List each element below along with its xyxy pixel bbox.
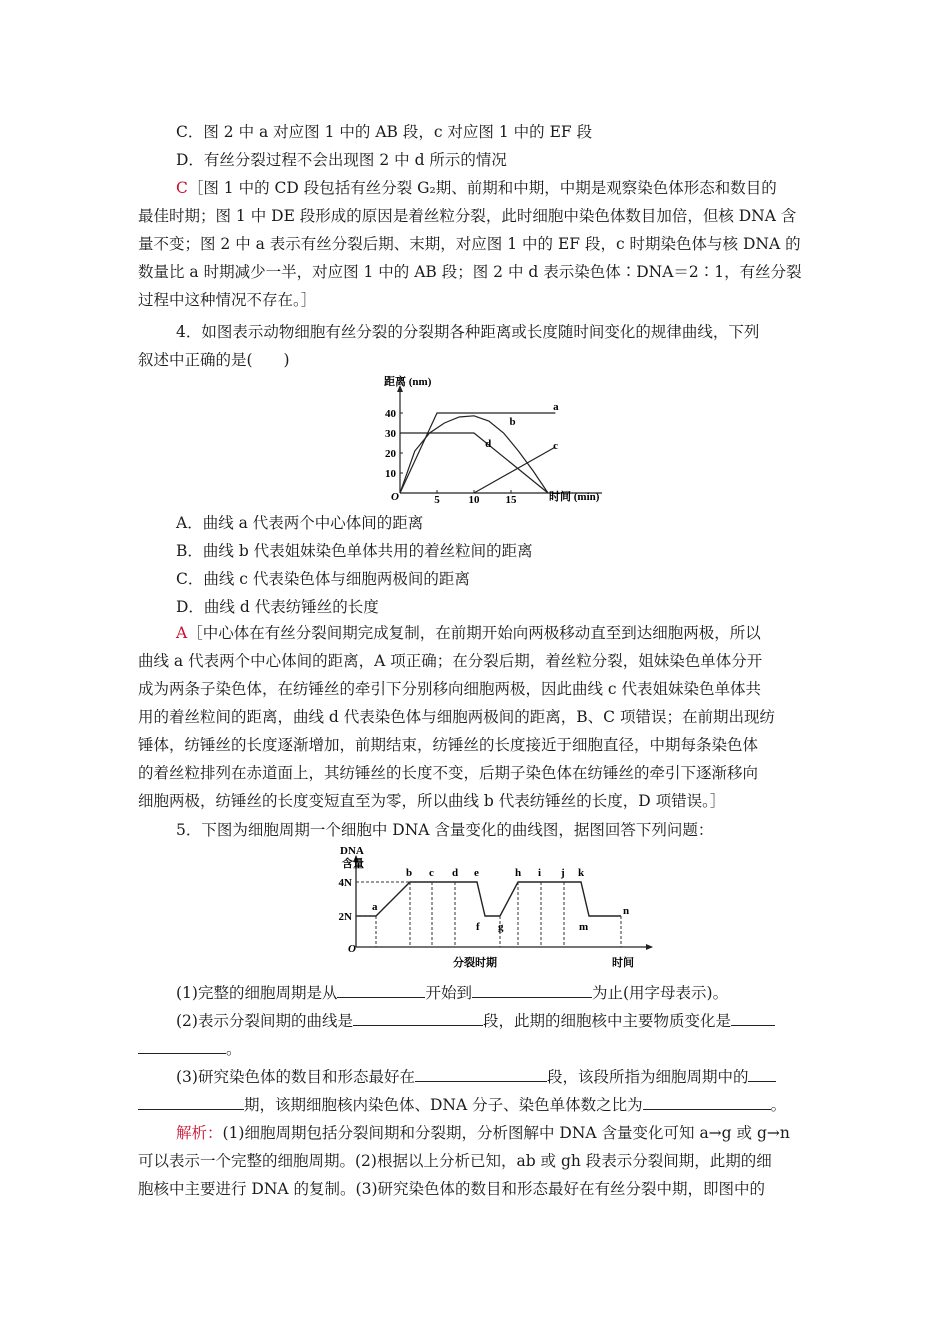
curve-label-d: d	[485, 438, 492, 450]
x-axis-label-2: 时间	[612, 957, 634, 969]
x-axis-label: 时间 (min)	[549, 491, 600, 503]
y-tick-label: 20	[385, 448, 396, 460]
answer-blank[interactable]	[353, 1011, 483, 1026]
y-axis-label: DNA	[340, 845, 364, 857]
answer-blank[interactable]	[138, 1095, 244, 1110]
q5-analysis-line-2: 可以表示一个完整的细胞周期。(2)根据以上分析已知，ab 或 gh 段表示分裂间期，此期的细	[138, 1152, 772, 1170]
origin-label: O	[348, 943, 356, 955]
curve-label-b: b	[509, 416, 516, 428]
dna-curve	[356, 882, 621, 916]
point-label-f: f	[476, 921, 480, 933]
q4-explanation-line-7: 细胞两极，纺锤丝的长度变短直至为零，所以曲线 b 代表纺锤丝的长度，D 项错误。］	[138, 792, 726, 810]
answer-blank[interactable]	[415, 1067, 547, 1082]
q3-option-c: C．图 2 中 a 对应图 1 中的 AB 段，c 对应图 1 中的 EF 段	[176, 123, 593, 141]
point-label-d: d	[452, 867, 459, 879]
q5-part-3: (3)研究染色体的数目和形态最好在 段，该段所指为细胞周期中的	[176, 1067, 776, 1087]
answer-blank[interactable]	[138, 1039, 226, 1054]
q3-explanation-line-2: 最佳时期；图 1 中 DE 段形成的原因是着丝粒分裂，此时细胞中染色体数目加倍，但核 DNA 含	[138, 207, 797, 225]
x-tick-label: 15	[505, 494, 517, 504]
y-axis-label: 距离 (nm)	[384, 376, 432, 388]
answer-blank[interactable]	[472, 983, 592, 998]
q4-answer-letter: A	[176, 624, 188, 642]
dna-content-chart	[330, 842, 660, 972]
q3-explanation-line-5: 过程中这种情况不存在。］	[138, 291, 317, 309]
y-axis-label: 含量	[342, 858, 364, 870]
q5-analysis-line-3: 胞核中主要进行 DNA 的复制。(3)研究染色体的数目和形态最好在有丝分裂中期，即图中的	[138, 1180, 765, 1198]
q4-option-b: B．曲线 b 代表姐妹染色单体共用的着丝粒间的距离	[176, 542, 533, 560]
x-axis-arrow	[646, 944, 653, 950]
q3-explanation-line-4: 数量比 a 时期减少一半，对应图 1 中的 AB 段；图 2 中 d 表示染色体∶DNA＝2∶1，有丝分裂	[138, 263, 802, 281]
y-tick-label: 2N	[338, 911, 352, 923]
answer-blank[interactable]	[337, 983, 425, 998]
curve-b	[400, 416, 548, 493]
q4-explanation-line-1: A［中心体在有丝分裂间期完成复制，在前期开始向两极移动直至到达细胞两极，所以	[176, 624, 761, 642]
x-tick-label: 10	[468, 494, 480, 504]
point-label-h: h	[515, 867, 522, 879]
point-label-m: m	[579, 921, 589, 933]
answer-blank[interactable]	[748, 1067, 776, 1082]
q5-part-2-cont: 。	[138, 1039, 242, 1059]
q3-option-d: D．有丝分裂过程不会出现图 2 中 d 所示的情况	[176, 151, 507, 169]
q5-part-1: (1)完整的细胞周期是从 开始到 为止(用字母表示)。	[176, 984, 729, 1002]
q4-stem-line-1: 4．如图表示动物细胞有丝分裂的分裂期各种距离或长度随时间变化的规律曲线，下列	[176, 323, 760, 341]
y-tick-label: 4N	[338, 877, 352, 889]
point-label-n: n	[623, 905, 630, 917]
analysis-label: 解析：	[176, 1124, 223, 1142]
point-label-k: k	[578, 867, 585, 879]
distance-time-chart	[370, 372, 620, 504]
point-label-j: j	[561, 867, 565, 879]
q5-part-2: (2)表示分裂间期的曲线是 段，此期的细胞核中主要物质变化是	[176, 1011, 775, 1031]
q3-explanation-line-3: 量不变；图 2 中 a 表示有丝分裂后期、末期，对应图 1 中的 EF 段，c 时期染色体与核 DNA 的	[138, 235, 801, 253]
curve-a	[400, 413, 555, 493]
q4-explanation-line-3: 成为两条子染色体，在纺锤丝的牵引下分别移向细胞两极，因此曲线 c 代表姐妹染色单体共	[138, 680, 762, 698]
point-label-e: e	[474, 867, 479, 879]
chart-1-plot	[384, 374, 602, 504]
origin-label: O	[391, 491, 399, 503]
q3-explanation-line-1: C［图 1 中的 CD 段包括有丝分裂 G₂期、前期和中期，中期是观察染色体形态和数目的	[176, 179, 777, 197]
q5-stem: 5．下图为细胞周期一个细胞中 DNA 含量变化的曲线图，据图回答下列问题：	[176, 821, 714, 839]
q5-part-3-cont: 期，该期细胞核内染色体、DNA 分子、染色单体数之比为 。	[138, 1095, 786, 1115]
point-label-c: c	[429, 867, 434, 879]
answer-blank[interactable]	[643, 1095, 771, 1110]
x-tick-label: 5	[434, 494, 440, 504]
point-label-g: g	[498, 921, 504, 933]
point-label-b: b	[406, 867, 413, 879]
chart-2-plot	[339, 845, 653, 969]
q3-answer-letter: C	[176, 179, 188, 197]
curve-label-a: a	[553, 401, 559, 413]
y-tick-label: 10	[385, 468, 396, 480]
q5-analysis-line-1: 解析：(1)细胞周期包括分裂间期和分裂期，分析图解中 DNA 含量变化可知 a→g 或 g→n	[176, 1124, 790, 1142]
point-label-i: i	[538, 867, 542, 879]
q4-explanation-line-4: 用的着丝粒间的距离，曲线 d 代表染色体与细胞两极间的距离，B、C 项错误；在前期出现纺	[138, 708, 775, 726]
q4-stem-line-2: 叙述中正确的是( )	[138, 351, 290, 369]
q4-explanation-line-2: 曲线 a 代表两个中心体间的距离，A 项正确；在分裂后期，着丝粒分裂，姐妹染色单体分开	[138, 652, 763, 670]
y-tick-label: 30	[385, 428, 396, 440]
y-tick-label: 40	[385, 408, 396, 420]
curve-label-c: c	[553, 440, 558, 452]
point-label-a: a	[372, 901, 378, 913]
x-axis-label: 分裂时期	[453, 957, 497, 969]
q4-option-a: A．曲线 a 代表两个中心体间的距离	[176, 514, 424, 532]
q4-explanation-line-6: 的着丝粒排列在赤道面上，其纺锤丝的长度不变，后期子染色体在纺锤丝的牵引下逐渐移向	[138, 764, 759, 782]
q4-explanation-line-5: 锤体，纺锤丝的长度逐渐增加，前期结束，纺锤丝的长度接近于细胞直径，中期每条染色体	[138, 736, 759, 754]
q4-option-c: C．曲线 c 代表染色体与细胞两极间的距离	[176, 570, 470, 588]
answer-blank[interactable]	[731, 1011, 775, 1026]
q4-option-d: D．曲线 d 代表纺锤丝的长度	[176, 598, 379, 616]
